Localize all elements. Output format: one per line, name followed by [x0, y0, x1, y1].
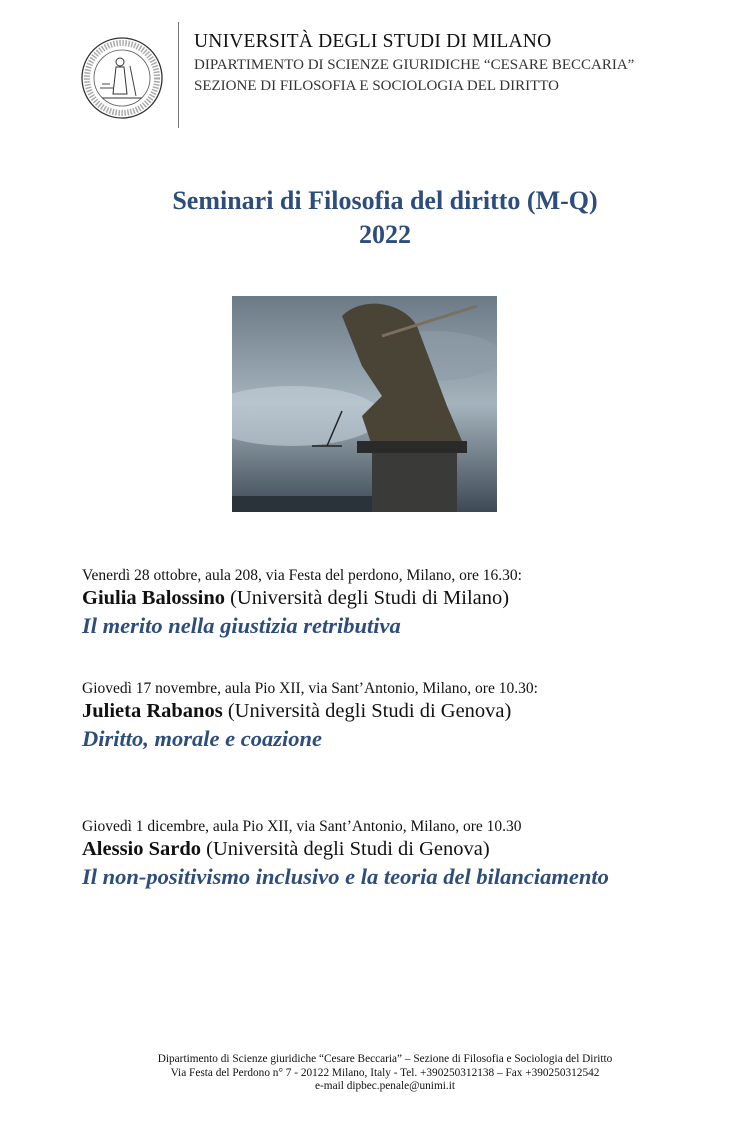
- speaker-affiliation: (Università degli Studi di Genova): [222, 700, 512, 722]
- speaker-name: Alessio Sardo: [82, 838, 202, 860]
- page-year: 2022: [359, 220, 411, 249]
- seminar-event: [82, 680, 538, 752]
- footer: [0, 1053, 746, 1094]
- university-seal-logo: [80, 36, 164, 120]
- speaker-name: Giulia Balossino: [82, 587, 225, 609]
- footer-department: Dipartimento di Scienze giuridiche “Cesare Beccaria” – Sezione di Filosofia e Sociologia del Diritto: [157, 1053, 613, 1065]
- university-name: UNIVERSITÀ DEGLI STUDI DI MILANO: [194, 31, 552, 52]
- talk-title: Diritto, morale e coazione: [82, 726, 322, 751]
- justice-statue-image: [232, 296, 497, 512]
- talk-title: Il non-positivismo inclusivo e la teoria del bilanciamento: [82, 864, 609, 889]
- speaker-name: Julieta Rabanos: [82, 700, 223, 722]
- footer-address: Via Festa del Perdono n° 7 - 20122 Milano, Italy - Tel. +390250312138 – Fax +390250312542: [170, 1066, 600, 1079]
- header-divider: [178, 22, 179, 128]
- seminar-event: [82, 567, 522, 639]
- event-date: Giovedì 1 dicembre, aula Pio XII, via Sant’Antonio, Milano, ore 10.30: [82, 818, 522, 835]
- speaker-affiliation: (Università degli Studi di Milano): [224, 587, 510, 609]
- department-name: DIPARTIMENTO DI SCIENZE GIURIDICHE “CESARE BECCARIA”: [194, 57, 635, 73]
- speaker-affiliation: (Università degli Studi di Genova): [201, 838, 490, 860]
- event-date: Giovedì 17 novembre, aula Pio XII, via Sant’Antonio, Milano, ore 10.30:: [82, 680, 538, 697]
- talk-title: Il merito nella giustizia retributiva: [82, 613, 401, 638]
- page-title: Seminari di Filosofia del diritto (M-Q): [172, 186, 598, 215]
- seminar-event: [82, 818, 609, 890]
- section-name: SEZIONE DI FILOSOFIA E SOCIOLOGIA DEL DIRITTO: [194, 78, 559, 94]
- event-date: Venerdì 28 ottobre, aula 208, via Festa del perdono, Milano, ore 16.30:: [82, 567, 522, 584]
- footer-email: e-mail dipbec.penale@unimi.it: [315, 1080, 455, 1092]
